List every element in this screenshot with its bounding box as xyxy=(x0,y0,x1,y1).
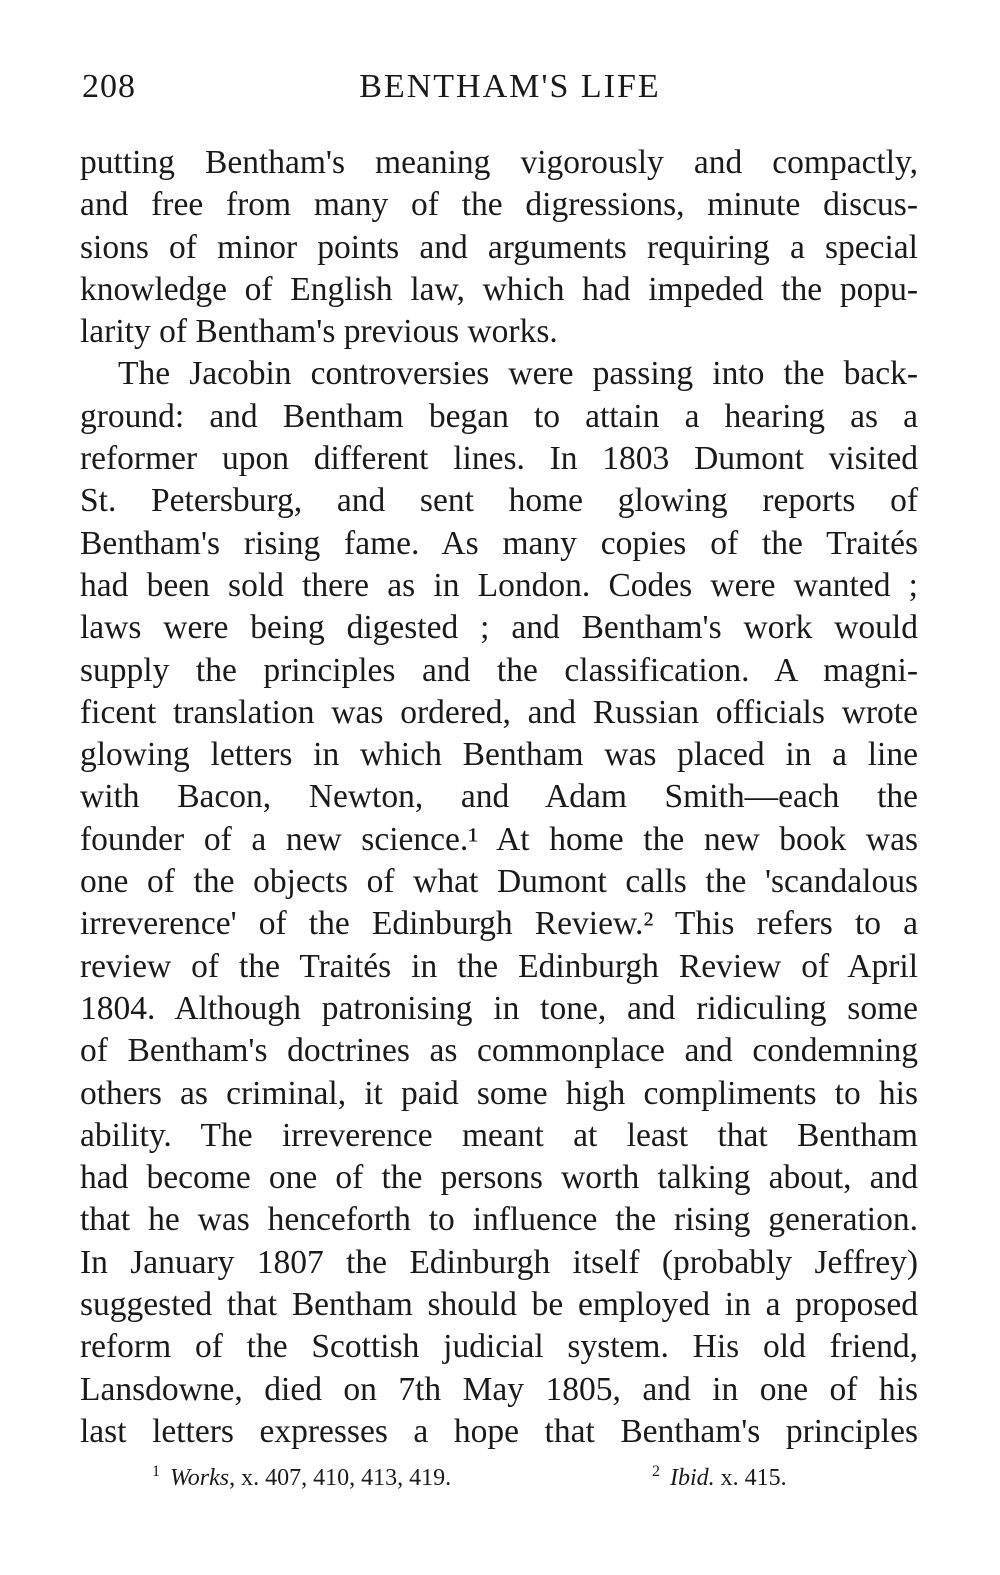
body-text xyxy=(80,142,918,1453)
text-line: irreverence' of the Edinburgh Review.² This refers to a xyxy=(80,905,918,943)
footnote-1 xyxy=(152,1463,451,1492)
page-header xyxy=(82,68,918,118)
text-line: last letters expresses a hope that Bentham's principles xyxy=(80,1412,918,1450)
text-line: review of the Traités in the Edinburgh Review of April xyxy=(80,947,918,985)
page-number: 208 xyxy=(82,68,136,105)
footnote-reference: Ibid. xyxy=(670,1465,715,1491)
text-line: of Bentham's doctrines as commonplace and condemning xyxy=(80,1032,918,1070)
footnotes xyxy=(80,1463,918,1503)
text-line: one of the objects of what Dumont calls the 'scandalous xyxy=(80,863,918,901)
text-line: with Bacon, Newton, and Adam Smith—each the xyxy=(80,778,918,816)
text-line: 1804. Although patronising in tone, and ridiculing some xyxy=(80,989,918,1027)
text-line: glowing letters in which Bentham was placed in a line xyxy=(80,736,918,774)
text-line: had been sold there as in London. Codes were wanted ; xyxy=(80,566,918,604)
text-line: had become one of the persons worth talking about, and xyxy=(80,1159,918,1197)
text-line: supply the principles and the classification. A magni- xyxy=(80,651,918,689)
text-line: St. Petersburg, and sent home glowing reports of xyxy=(80,482,918,520)
text-line: ground: and Bentham began to attain a hearing as a xyxy=(80,397,918,435)
text-line: reformer upon different lines. In 1803 Dumont visited xyxy=(80,440,918,478)
text-line: suggested that Bentham should be employed in a proposed xyxy=(80,1286,918,1324)
text-line: knowledge of English law, which had impeded the popu- xyxy=(80,270,918,308)
text-line: ability. The irreverence meant at least that Bentham xyxy=(80,1116,918,1154)
text-line: reform of the Scottish judicial system. His old friend, xyxy=(80,1328,918,1366)
text-line: and free from many of the digressions, minute discus- xyxy=(80,186,918,224)
footnote-reference: Works xyxy=(170,1465,230,1491)
footnote-2 xyxy=(652,1463,787,1492)
text-line: founder of a new science.¹ At home the new book was xyxy=(80,820,918,858)
text-line: that he was henceforth to influence the rising generation. xyxy=(80,1201,918,1239)
text-line: ficent translation was ordered, and Russian officials wrote xyxy=(80,693,918,731)
text-line: The Jacobin controversies were passing into the back- xyxy=(118,355,918,393)
text-line: Bentham's rising fame. As many copies of the Traités xyxy=(80,524,918,562)
footnote-marker: 1 xyxy=(152,1463,160,1480)
text-line: In January 1807 the Edinburgh itself (probably Jeffrey) xyxy=(80,1243,918,1281)
text-line: putting Bentham's meaning vigorously and compactly, xyxy=(80,144,918,181)
text-line: Lansdowne, died on 7th May 1805, and in one of his xyxy=(80,1370,918,1408)
text-line: laws were being digested ; and Bentham's work would xyxy=(80,609,918,647)
text-line: larity of Bentham's previous works. xyxy=(80,313,558,351)
footnote-marker: 2 xyxy=(652,1463,660,1480)
running-title: BENTHAM'S LIFE xyxy=(359,68,661,105)
text-line: others as criminal, it paid some high compliments to his xyxy=(80,1074,918,1112)
text-line: sions of minor points and arguments requiring a special xyxy=(80,228,918,266)
footnote-text: x. 415. xyxy=(714,1465,787,1491)
footnote-text: , x. 407, 410, 413, 419. xyxy=(229,1465,452,1491)
